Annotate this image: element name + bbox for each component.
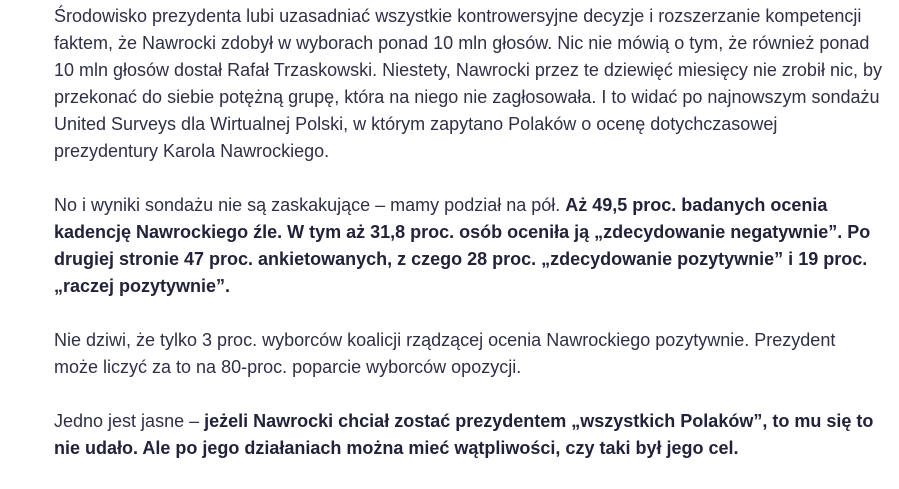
article-paragraph xyxy=(54,3,884,165)
article-paragraph xyxy=(54,192,884,300)
paragraph-text: No i wyniki sondażu nie są zaskakujące – mamy podział na pół. xyxy=(54,195,566,215)
paragraph-text: Nie dziwi, że tylko 3 proc. wyborców koalicji rządzącej ocenia Nawrockiego pozytywnie. Prezydent może liczyć za to na 80-proc. poparcie wyborców opozycji. xyxy=(54,330,836,377)
article-paragraph xyxy=(54,408,884,462)
paragraph-bold-text: jeżeli Nawrocki chciał zostać prezydentem „wszystkich Polaków”, to mu się to nie udało. Ale po jego działaniach można mieć wątpliwości, czy taki był jego cel. xyxy=(54,411,874,458)
paragraph-text: Jedno jest jasne – xyxy=(54,411,205,431)
paragraph-bold-text: Aż 49,5 proc. badanych ocenia kadencję Nawrockiego źle. W tym aż 31,8 proc. osób oceniła ją „zdecydowanie negatywnie”. Po drugiej stronie 47 proc. ankietowanych, z czego 28 proc. „zdecydowanie pozytywnie” i 19 proc. „raczej pozytywnie”. xyxy=(54,195,871,296)
article-paragraph xyxy=(54,327,884,381)
article-body xyxy=(54,3,884,489)
paragraph-text: Środowisko prezydenta lubi uzasadniać wszystkie kontrowersyjne decyzje i rozszerzanie kompetencji faktem, że Nawrocki zdobył w wyborach ponad 10 mln głosów. Nic nie mówią o tym, że również ponad 10 mln głosów dostał Rafał Trzaskowski. Niestety, Nawrocki przez te dziewięć miesięcy nie zrobił nic, by przekonać do siebie potężną grupę, która na niego nie zagłosowała. I to widać po najnowszym sondażu United Surveys dla Wirtualnej Polski, w którym zapytano Polaków o ocenę dotychczasowej prezydentury Karola Nawrockiego. xyxy=(54,6,882,161)
